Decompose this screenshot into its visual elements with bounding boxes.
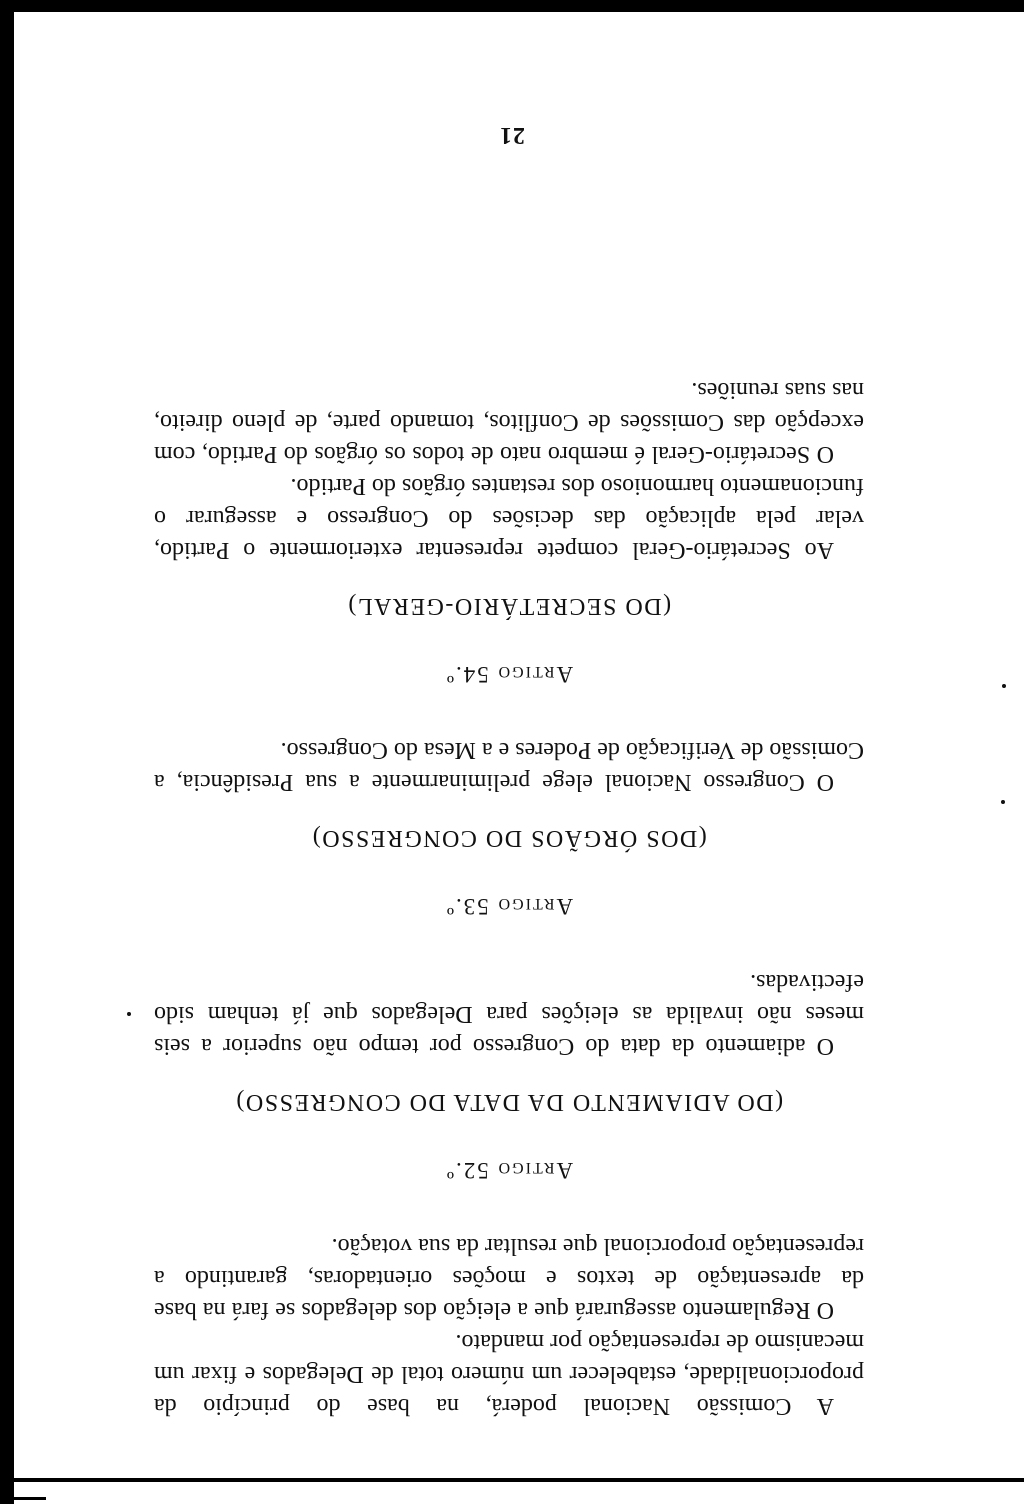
scanner-border-bottom	[0, 0, 1024, 12]
scanner-border-top	[4, 1478, 1024, 1482]
article-number: 53.º	[444, 894, 489, 919]
body-paragraph: A Comissão Nacional poderá, na base do princípio da proporcionalidade, estabelecer um número total de Delegados e fixar um mecanismo de representação por mandato.	[154, 1329, 864, 1419]
body-paragraph: O Regulamento assegurará que a eleição dos delegados se fará na base da apresentação de textos e moções orientadoras, garantindo a representação proporcional que resultar da sua votação.	[154, 1233, 864, 1323]
dust-speck	[127, 1012, 131, 1016]
section-title: (DOS ÓRGÃOS DO CONGRESSO)	[311, 825, 707, 851]
section-title: (DO ADIAMENTO DA DATA DO CONGRESSO)	[234, 1089, 784, 1115]
body-paragraph: Ao Secretário-Geral compete representar exteriormente o Partido, velar pela aplicação das decisões do Congresso e assegurar o funcionamento harmonioso dos restantes órgãos do Partido.	[154, 473, 864, 563]
body-paragraph: O adiamento da data do Congresso por tempo não superior a seis meses não invalida as eleições para Delegados que já tenham sido efectivadas.	[154, 969, 864, 1059]
scanner-mark	[8, 1497, 46, 1500]
dust-speck	[1002, 684, 1006, 688]
scanner-border-right	[0, 0, 14, 1504]
article-heading	[154, 658, 864, 690]
article-heading	[154, 1154, 864, 1186]
dust-speck	[1001, 800, 1005, 804]
article-label: Artigo	[496, 662, 574, 687]
article-number: 54.º	[444, 662, 489, 687]
body-paragraph: O Congresso Nacional elege preliminarmente a sua Presidência, a Comissão de Verificação de Poderes e a Mesa do Congresso.	[154, 737, 864, 795]
article-heading	[154, 890, 864, 922]
article-label: Artigo	[496, 894, 574, 919]
text-column	[154, 374, 864, 1422]
body-paragraph: O Secretário-Geral é membro nato de todos os órgãos do Partido, com excepção das Comissões de Conflitos, tomando parte, de pleno direito, nas suas reuniões.	[154, 377, 864, 467]
section-title: (DO SECRETÁRIO-GERAL)	[346, 593, 672, 619]
article-number: 52.º	[444, 1158, 489, 1183]
article-label: Artigo	[496, 1158, 574, 1183]
page-number: 21	[499, 122, 525, 148]
